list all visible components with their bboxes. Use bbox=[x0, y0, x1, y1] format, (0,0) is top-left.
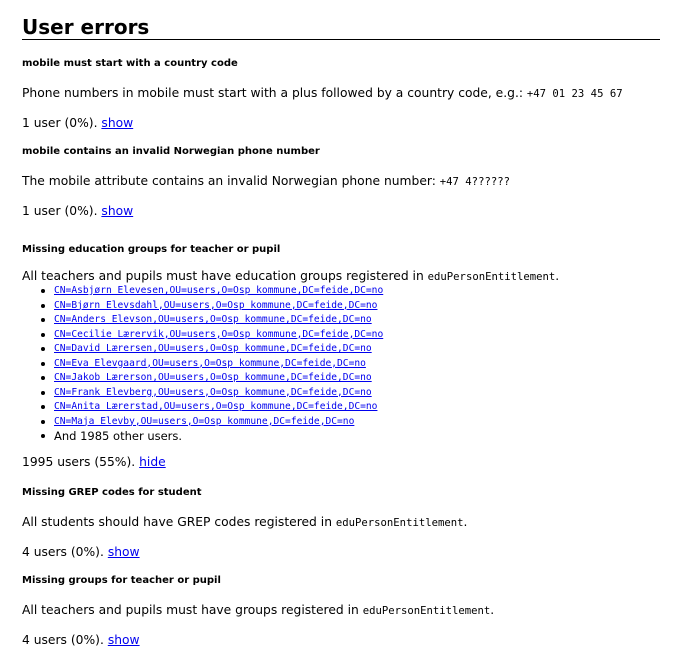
error-description-text: The mobile attribute contains an invalid Norwegian phone number: bbox=[22, 174, 440, 188]
error-count-text: 4 users (0%). bbox=[22, 632, 104, 647]
error-count bbox=[22, 454, 662, 470]
user-dn-link[interactable]: CN=Maja Elevby,OU=users,O=Osp kommune,DC=feide,DC=no bbox=[54, 415, 355, 427]
error-description-code: eduPersonEntitlement bbox=[362, 604, 491, 617]
list-item bbox=[54, 313, 662, 328]
error-description-after: . bbox=[463, 514, 468, 529]
error-description bbox=[22, 514, 662, 531]
error-description-code: +47 4?????? bbox=[439, 176, 510, 188]
user-dn-link[interactable]: CN=Asbjørn Elevesen,OU=users,O=Osp kommune,DC=feide,DC=no bbox=[54, 285, 384, 296]
error-description-after: . bbox=[490, 602, 495, 617]
user-dn-link[interactable]: CN=Eva Elevgaard,OU=users,O=Osp kommune,DC=feide,DC=no bbox=[54, 357, 366, 369]
error-title: Missing GREP codes for student bbox=[22, 486, 202, 498]
error-description-code: eduPersonEntitlement bbox=[427, 271, 556, 283]
error-title: Missing education groups for teacher or pupil bbox=[22, 244, 281, 255]
error-description-code: +47 01 23 45 67 bbox=[526, 88, 623, 100]
list-item bbox=[54, 284, 662, 299]
error-count-text: 1 user (0%). bbox=[22, 204, 98, 218]
error-count bbox=[22, 115, 662, 131]
error-section bbox=[22, 486, 662, 560]
error-count-text: 4 users (0%). bbox=[22, 544, 104, 559]
error-count bbox=[22, 203, 662, 219]
error-description-text: All teachers and pupils must have groups registered in bbox=[22, 602, 363, 617]
user-list bbox=[22, 284, 662, 444]
user-dn-link[interactable]: CN=Frank Elevberg,OU=users,O=Osp kommune,DC=feide,DC=no bbox=[54, 386, 372, 398]
user-dn-link[interactable]: CN=Cecilie Lærervik,OU=users,O=Osp kommune,DC=feide,DC=no bbox=[54, 328, 384, 340]
error-description-text: All teachers and pupils must have education groups registered in bbox=[22, 269, 428, 283]
error-description bbox=[22, 269, 662, 284]
user-dn-link[interactable]: CN=Anders Elevson,OU=users,O=Osp kommune,DC=feide,DC=no bbox=[54, 314, 372, 325]
error-description-text: All students should have GREP codes registered in bbox=[22, 514, 336, 529]
error-title: mobile contains an invalid Norwegian phone number bbox=[22, 146, 320, 157]
error-description bbox=[22, 85, 662, 102]
error-description-text: Phone numbers in mobile must start with a plus followed by a country code, e.g.: bbox=[22, 86, 527, 100]
error-count-text: 1995 users (55%). bbox=[22, 454, 136, 469]
error-section bbox=[22, 574, 662, 648]
user-dn-link[interactable]: CN=Jakob Lærerson,OU=users,O=Osp kommune,DC=feide,DC=no bbox=[54, 372, 372, 383]
hide-toggle-link[interactable]: hide bbox=[139, 454, 166, 469]
list-item bbox=[54, 386, 662, 401]
error-title: mobile must start with a country code bbox=[22, 58, 238, 69]
show-toggle-link[interactable]: show bbox=[101, 204, 134, 218]
show-toggle-link[interactable]: show bbox=[107, 632, 140, 647]
error-section bbox=[22, 57, 662, 131]
error-count bbox=[22, 632, 662, 648]
show-toggle-link[interactable]: show bbox=[101, 116, 134, 130]
page-title: User errors bbox=[22, 0, 660, 40]
list-item bbox=[54, 328, 662, 343]
error-section bbox=[22, 145, 662, 219]
list-item bbox=[54, 400, 662, 415]
user-dn-link[interactable]: CN=Bjørn Elevsdahl,OU=users,O=Osp kommune,DC=feide,DC=no bbox=[54, 299, 378, 311]
error-description-after: . bbox=[555, 269, 560, 283]
list-item bbox=[54, 371, 662, 386]
user-dn-link[interactable]: CN=David Lærersen,OU=users,O=Osp kommune,DC=feide,DC=no bbox=[54, 343, 372, 354]
show-toggle-link[interactable]: show bbox=[107, 544, 140, 559]
error-description bbox=[22, 173, 662, 190]
other-users-text: And 1985 other users. bbox=[54, 429, 662, 444]
error-description bbox=[22, 602, 662, 619]
error-title: Missing groups for teacher or pupil bbox=[22, 574, 221, 586]
error-count bbox=[22, 544, 662, 560]
list-item bbox=[54, 357, 662, 372]
list-item bbox=[54, 415, 662, 430]
error-section bbox=[22, 243, 662, 470]
user-dn-link[interactable]: CN=Anita Lærerstad,OU=users,O=Osp kommune,DC=feide,DC=no bbox=[54, 401, 378, 412]
list-item bbox=[54, 342, 662, 357]
error-count-text: 1 user (0%). bbox=[22, 116, 98, 130]
list-item bbox=[54, 299, 662, 314]
error-description-code: eduPersonEntitlement bbox=[335, 516, 464, 529]
